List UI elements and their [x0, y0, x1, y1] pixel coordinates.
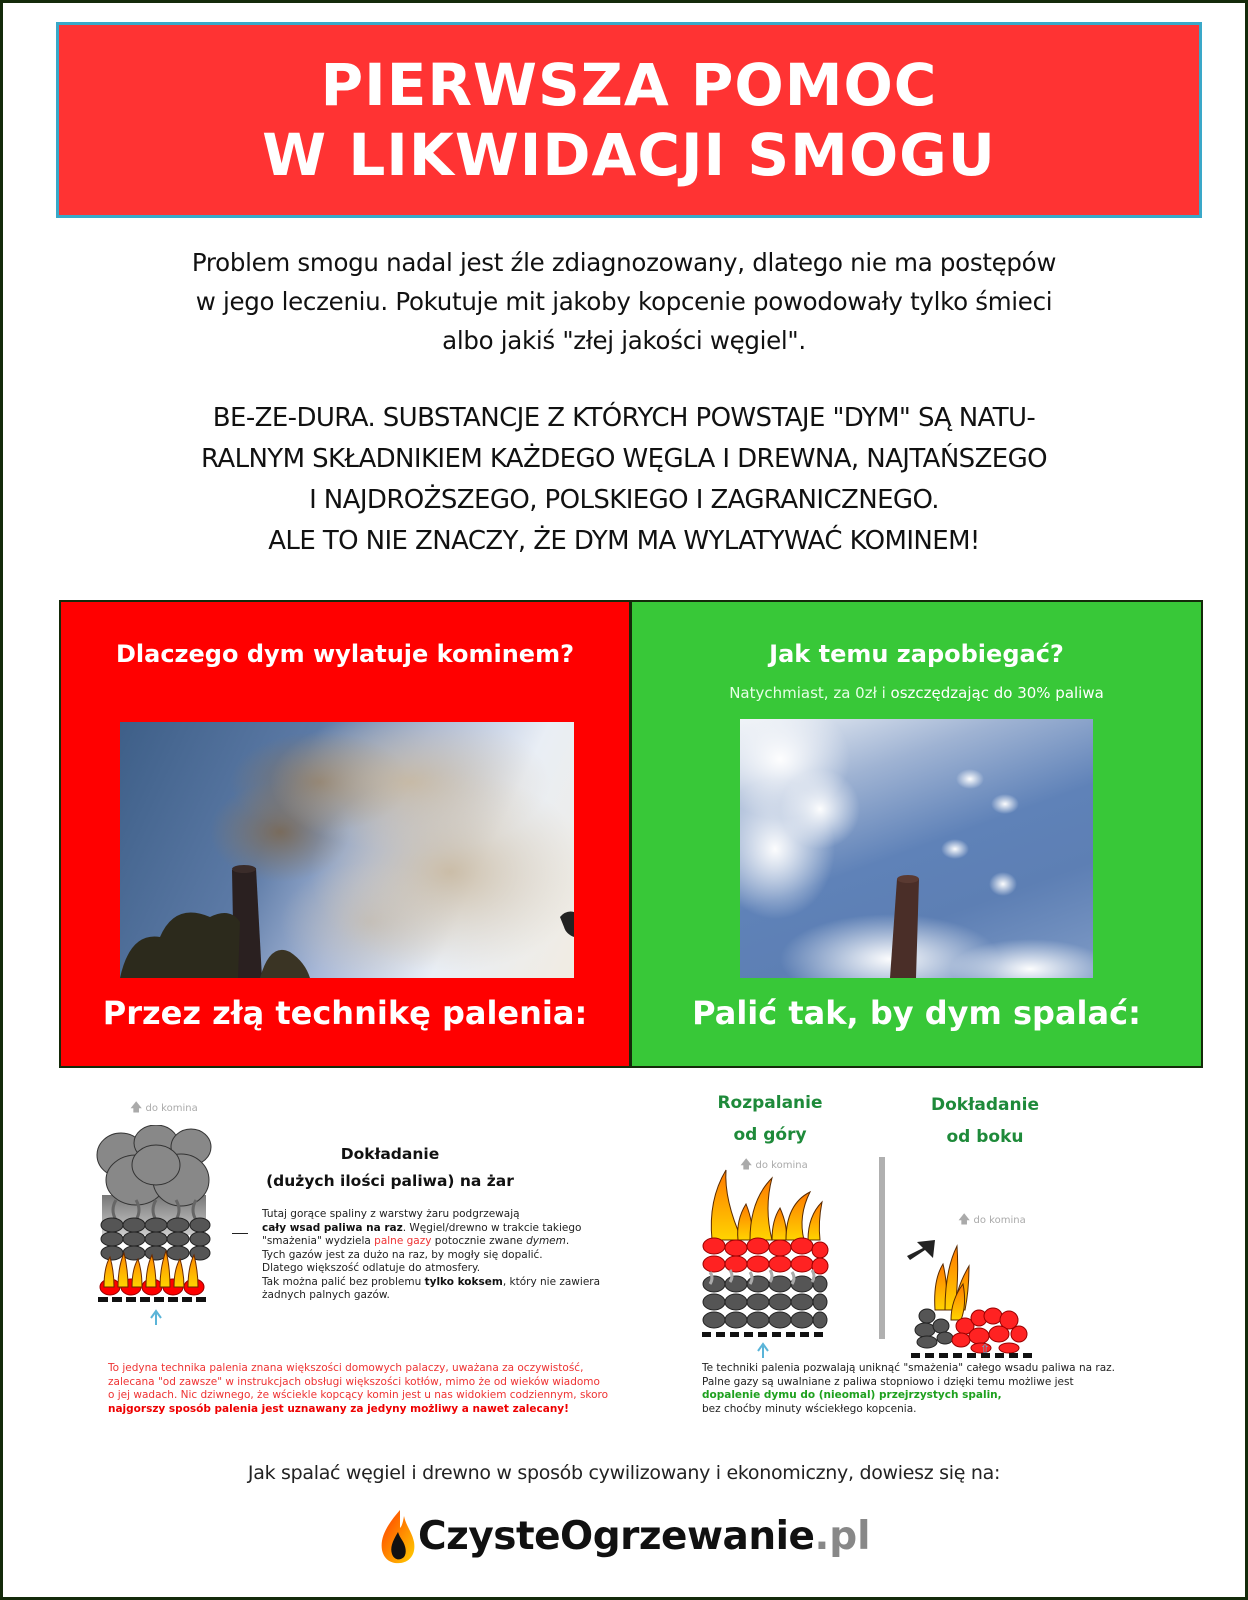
note-line: Palne gazy są uwalniane z paliwa stopniowo i dzięki temu możliwe jest [702, 1375, 1074, 1388]
desc-span: , który nie zawiera [502, 1275, 601, 1288]
good-techniques-note [702, 1362, 1122, 1416]
top-down-line-2: od góry [733, 1125, 807, 1145]
chimney-label-text: do komina [145, 1103, 198, 1114]
note-line: o jej wadach. Nic dziwnego, że wściekle kopcący komin jest u nas widokiem codziennym, skoro [108, 1389, 609, 1401]
solution-panel [632, 602, 1201, 1066]
chimney-label-text: do komina [755, 1160, 808, 1171]
desc-line [262, 1222, 602, 1236]
desc-italic: dymem [526, 1235, 566, 1247]
pointer-line [232, 1233, 248, 1234]
arrow-up-icon: 🡅 [740, 1157, 753, 1171]
insert-arrow-icon [907, 1240, 935, 1260]
bad-technique-description [262, 1208, 602, 1303]
top-down-title [700, 1087, 840, 1151]
subtitle-bold: oszczędzając do 30% paliwa [890, 684, 1104, 702]
top-down-illustration [700, 1160, 830, 1360]
flame-logo-icon [378, 1508, 418, 1564]
intro-paragraph [60, 243, 1188, 360]
arrow-up-icon: 🡅 [958, 1212, 971, 1226]
air-inlet-arrow-icon: ⇧ [980, 1342, 991, 1356]
desc-line: Tych gazów jest za dużo na raz, by mogły się dopalić. [262, 1248, 543, 1261]
desc-span: . [565, 1235, 570, 1247]
bad-title-line-2: (dużych ilości paliwa) na żar [266, 1172, 514, 1190]
footer-text: Jak spalać węgiel i drewno w sposób cywilizowany i ekonomiczny, dowiesz się na: [247, 1462, 1001, 1484]
subtitle-plain: Natychmiast, za 0zł i [729, 684, 891, 702]
side-loading-title [915, 1089, 1055, 1153]
side-line-2: od boku [946, 1127, 1024, 1147]
intro-line: Problem smogu nadal jest źle zdiagnozowany, dlatego nie ma postępów [191, 248, 1057, 277]
poster-header [56, 22, 1202, 218]
caps-line: I NAJDROŻSZEGO, POLSKIEGO I ZAGRANICZNEGO. [309, 485, 939, 515]
top-down-line-1: Rozpalanie [717, 1093, 823, 1113]
intro-line: w jego leczeniu. Pokutuje mit jakoby kopcenie powodowały tylko śmieci [195, 287, 1053, 316]
note-line: bez choćby minuty wściekłego kopcenia. [702, 1402, 917, 1415]
caps-line: RALNYM SKŁADNIKIEM KAŻDEGO WĘGLA I DREWNA, NAJTAŃSZEGO [200, 444, 1048, 474]
desc-span: "smażenia" wydziela [262, 1235, 375, 1247]
arrow-up-icon: 🡅 [130, 1100, 143, 1114]
desc-span: . Węgiel/drewno w trakcie takiego [402, 1221, 582, 1234]
logo-name: CzysteOgrzewanie [418, 1513, 815, 1559]
desc-line: Tutaj gorące spaliny z warstwy żaru podgrzewają [262, 1208, 520, 1220]
header-title-line-1: PIERWSZA POMOC [320, 51, 938, 119]
caps-paragraph [60, 398, 1188, 562]
desc-bold: tylko koksem [424, 1275, 503, 1288]
desc-line: Dlatego większość odlatuje do atmosfery. [262, 1262, 481, 1274]
desc-red: palne gazy [374, 1235, 432, 1247]
logo-tld: .pl [814, 1513, 871, 1559]
site-logo[interactable] [378, 1508, 871, 1564]
intro-line: albo jakiś "złej jakości węgiel". [442, 326, 806, 355]
header-title-line-2: W LIKWIDACJI SMOGU [262, 121, 996, 189]
caps-line: BE-ZE-DURA. SUBSTANCJE Z KTÓRYCH POWSTAJE "DYM" SĄ NATU- [212, 403, 1036, 433]
desc-span: Tak można palić bez problemu [262, 1275, 425, 1288]
note-bold-line: najgorszy sposób palenia jest uznawany za jedyny możliwy a nawet zalecany! [108, 1402, 569, 1415]
problem-question: Dlaczego dym wylatuje kominem? [115, 640, 574, 668]
note-line: To jedyna technika palenia znana większości domowych palaczy, uważana za oczywistość, [108, 1362, 584, 1374]
clean-chimney-photo [740, 719, 1093, 978]
chimney-direction-label [130, 1098, 198, 1119]
chimney-label-text: do komina [973, 1215, 1026, 1226]
desc-span: potocznie zwane [431, 1235, 527, 1247]
note-bold-line: dopalenie dymu do (nieomal) przejrzystych spalin, [702, 1389, 1002, 1401]
bad-technique-title [240, 1141, 540, 1195]
note-line: zalecana "od zawsze" w instrukcjach obsługi większości kotłów, mimo że od wieków wiadomo [108, 1375, 600, 1388]
desc-line [262, 1276, 602, 1290]
desc-line [262, 1235, 602, 1249]
technique-divider [879, 1157, 885, 1339]
solution-subtitle [632, 684, 1201, 702]
solution-answer: Palić tak, by dym spalać: [692, 994, 1141, 1032]
bad-technique-note [108, 1362, 628, 1416]
bad-title-line-1: Dokładanie [340, 1145, 440, 1163]
problem-panel [61, 602, 632, 1066]
desc-bold: cały wsad paliwa na raz [262, 1221, 403, 1234]
desc-line: żadnych palnych gazów. [262, 1289, 390, 1301]
caps-line: ALE TO NIE ZNACZY, ŻE DYM MA WYLATYWAĆ KOMINEM! [268, 526, 980, 556]
note-line: Te techniki palenia pozwalają uniknąć "smażenia" całego wsadu paliwa na raz. [702, 1362, 1115, 1374]
smoking-chimney-photo [120, 722, 574, 978]
problem-answer: Przez złą technikę palenia: [102, 994, 588, 1032]
solution-question: Jak temu zapobiegać? [769, 640, 1064, 668]
side-line-1: Dokładanie [931, 1095, 1039, 1115]
side-loading-illustration [905, 1220, 1045, 1360]
bad-technique-illustration [96, 1125, 216, 1335]
comparison-panels [59, 600, 1203, 1068]
